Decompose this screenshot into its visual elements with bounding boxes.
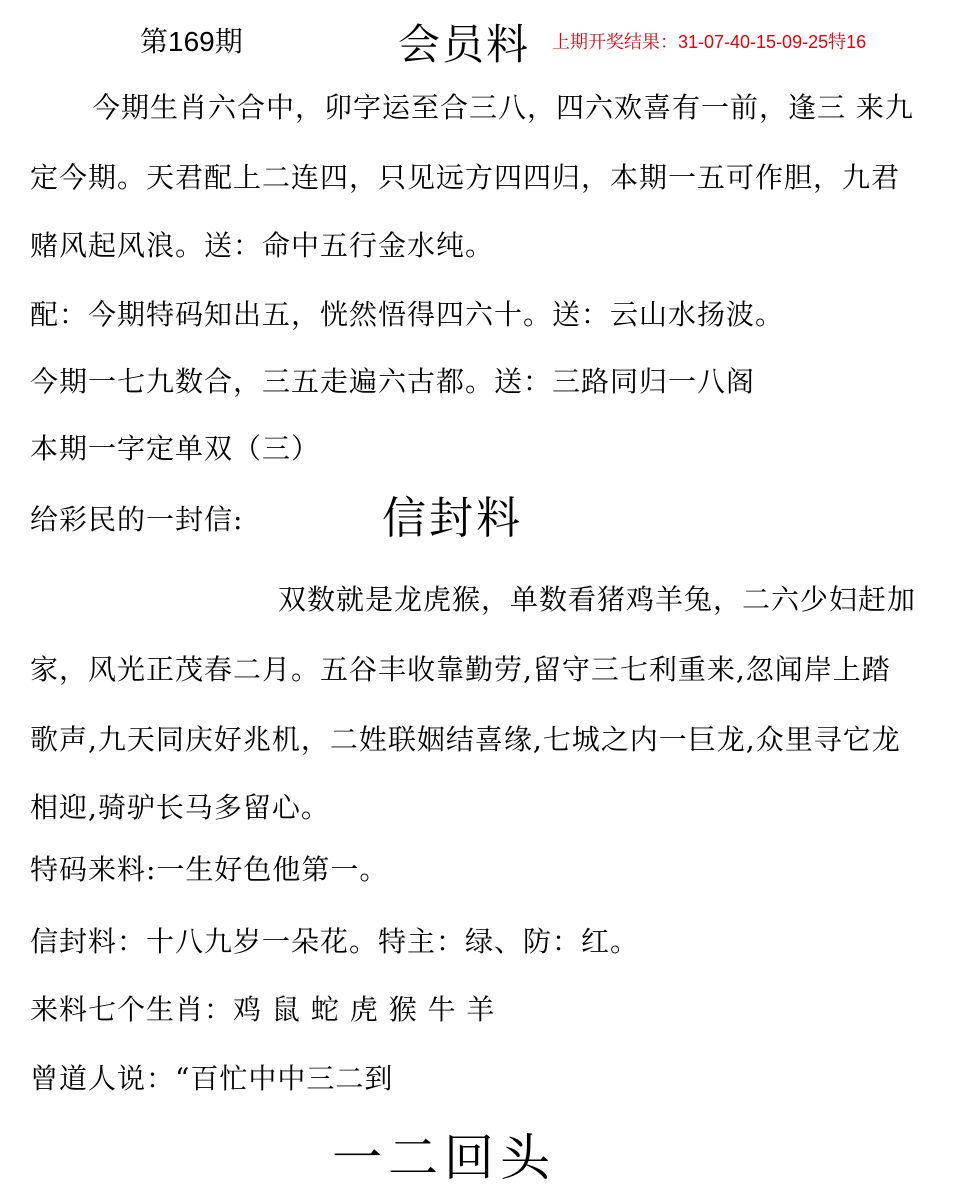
letter-label: 给彩民的一封信: xyxy=(30,503,244,536)
shengxiao-note: 来料七个生肖：鸡 鼠 蛇 虎 猴 牛 羊 xyxy=(30,993,496,1026)
heshu-line: 今期一七九数合，三五走遍六古都。送：三路同归一八阁 xyxy=(30,365,756,398)
poem-line-2: 定今期。天君配上二连四，只见远方四四归，本期一五可作胆，九君 xyxy=(30,161,901,194)
issue-number: 第169期 xyxy=(140,26,243,57)
xinfeng-note: 信封料：十八九岁一朵花。特主：绿、防：红。 xyxy=(30,925,640,958)
letter-line-4: 相迎,骑驴长马多留心。 xyxy=(30,791,330,824)
daoren-note: 曾道人说：“百忙中中三二到 xyxy=(30,1062,394,1095)
tema-note: 特码来料:一生好色他第一。 xyxy=(30,853,389,886)
letter-line-2: 家，风光正茂春二月。五谷丰收靠勤劳,留守三七利重来,忽闻岸上踏 xyxy=(30,653,891,686)
pei-line: 配：今期特码知出五，恍然悟得四六十。送：云山水扬波。 xyxy=(30,298,785,331)
letter-title: 信封料 xyxy=(382,493,523,544)
page-title: 会员料 xyxy=(398,20,531,69)
last-draw-result: 上期开奖结果：31-07-40-15-09-25特16 xyxy=(552,32,867,52)
letter-line-1: 双数就是龙虎猴，单数看猪鸡羊兔，二六少妇赶加 xyxy=(278,583,917,616)
poem-line-1: 今期生肖六合中，卯字运至合三八，四六欢喜有一前，逢三 来九 xyxy=(92,91,914,124)
poem-line-3: 赌风起风浪。送：命中五行金水纯。 xyxy=(30,229,495,262)
footer-big-text: 一二回头 xyxy=(332,1129,556,1187)
letter-line-3: 歌声,九天同庆好兆机，二姓联姻结喜缘,七城之内一巨龙,众里寻它龙 xyxy=(30,723,901,756)
danshuang-line: 本期一字定单双（三） xyxy=(30,432,321,465)
